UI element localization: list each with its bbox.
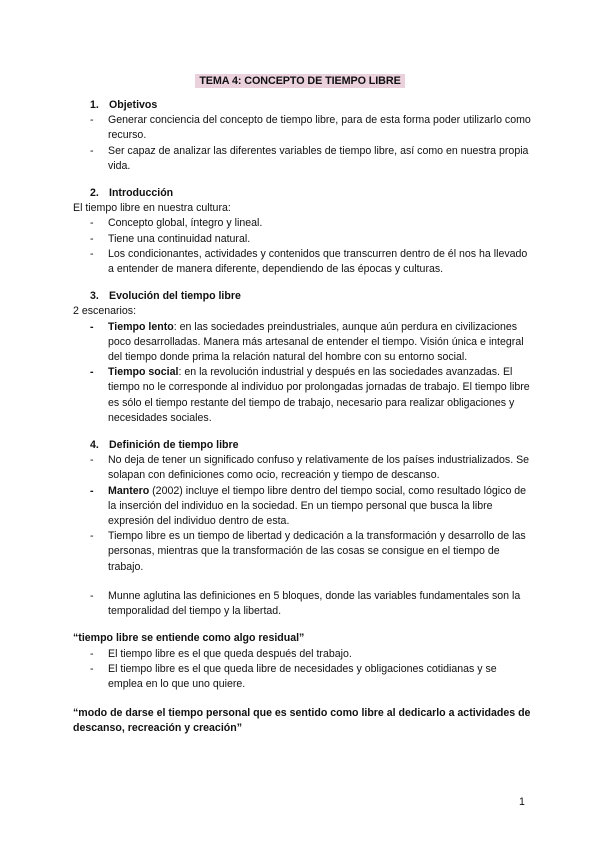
bullet-dash: -: [90, 217, 94, 230]
evolucion-list: [73, 320, 533, 426]
list-item-text: Ser capaz de analizar las diferentes variables de tiempo libre, así como en nuestra propia vida.: [108, 144, 529, 172]
section-intro: El tiempo libre en nuestra cultura:: [73, 202, 231, 215]
bullet-dash: -: [90, 647, 94, 660]
list-item: [73, 320, 533, 366]
list-item-text: : en la revolución industrial y después en las sociedades avanzadas. El tiempo no le corresponde al individuo por prolongadas jornadas de trabajo. El tiempo libre es sólo el tiempo restante del tiempo de trabajo, necesario para realizar obligaciones y necesidades sociales.: [108, 366, 530, 424]
list-item: [73, 216, 533, 231]
definicion-list-extra: [73, 589, 533, 619]
list-item: [73, 529, 533, 575]
list-item-text: : en las sociedades preindustriales, aunque aún perdura en civilizaciones poco desarrolladas. Manera más artesanal de entender el tiempo. Visión única e integral del tiempo donde prima la relación natural del hombre con su entorno social.: [108, 320, 524, 364]
quote-heading-residual: “tiempo libre se entiende como algo residual”: [73, 632, 305, 645]
list-item: [73, 232, 533, 247]
bullet-dash: -: [90, 589, 94, 602]
bullet-dash: -: [90, 114, 94, 127]
bullet-dash: -: [90, 530, 94, 543]
page-title: TEMA 4: CONCEPTO DE TIEMPO LIBRE: [195, 74, 404, 88]
section-title: Definición de tiempo libre: [109, 439, 239, 452]
list-item: [73, 365, 533, 426]
term-bold: Tiempo lento: [108, 320, 174, 333]
section-heading-definicion: [73, 438, 533, 453]
bullet-dash: -: [90, 144, 94, 157]
section-number: 3.: [90, 290, 99, 303]
section-number: 1.: [90, 99, 99, 111]
bullet-dash: -: [90, 320, 94, 333]
list-item: [73, 144, 533, 174]
section-title: Objetivos: [109, 99, 158, 111]
section-title: Introducción: [109, 187, 174, 200]
list-item-text: Concepto global, íntegro y lineal.: [108, 217, 263, 230]
list-item-text: Generar conciencia del concepto de tiempo libre, para de esta forma poder utilizarlo como recurso.: [108, 114, 531, 142]
list-item-text: Tiempo libre es un tiempo de libertad y dedicación a la transformación y desarrollo de las personas, mientras que la transformación de las cosas se consigue en el tiempo de trabajo.: [108, 530, 526, 573]
section-number: 2.: [90, 187, 99, 200]
section-intro: 2 escenarios:: [73, 305, 137, 318]
list-item: [73, 113, 533, 143]
bullet-dash: -: [90, 232, 94, 245]
list-item-text: Tiene una continuidad natural.: [108, 232, 251, 245]
term-bold: Tiempo social: [108, 366, 179, 379]
list-item-text: El tiempo libre es el que queda después del trabajo.: [108, 647, 352, 660]
bullet-dash: -: [90, 454, 94, 467]
section-number: 4.: [90, 439, 99, 452]
list-item: [73, 453, 533, 483]
list-item: [73, 589, 533, 619]
bullet-dash: -: [90, 366, 94, 379]
list-item-text: El tiempo libre es el que queda libre de necesidades y obligaciones cotidianas y se emplea en lo que uno quiere.: [108, 662, 497, 690]
quote-tiempo-personal: “modo de darse el tiempo personal que es sentido como libre al dedicarlo a actividades de descanso, recreación y creación”: [73, 707, 531, 735]
list-item: [73, 484, 533, 530]
bullet-dash: -: [90, 662, 94, 675]
bullet-dash: -: [90, 484, 94, 497]
title-container: [0, 71, 600, 89]
document-body: [73, 98, 533, 737]
list-item: [73, 662, 533, 692]
list-item: [73, 247, 533, 277]
objetivos-list: [73, 113, 533, 174]
bullet-dash: -: [90, 247, 94, 260]
list-item-text: (2002) incluye el tiempo libre dentro del tiempo social, como resultado lógico de la inserción del individuo en la sociedad. En un tiempo personal que busca la libre expresión del individuo dentro de esta.: [108, 484, 527, 528]
introduccion-list: [73, 216, 533, 277]
list-item-text: Los condicionantes, actividades y contenidos que transcurren dentro de él nos ha llevado a entender de manera diferente, dependiendo de las épocas y culturas.: [108, 247, 528, 276]
section-heading-objetivos: [73, 98, 533, 113]
section-title: Evolución del tiempo libre: [109, 290, 241, 303]
section-heading-introduccion: [73, 186, 533, 201]
list-item: [73, 647, 533, 662]
list-item-text: No deja de tener un significado confuso y relativamente de los países industrializados. Se solapan con definiciones como ocio, recreación y tiempo de descanso.: [108, 454, 530, 482]
definicion-list: [73, 453, 533, 575]
list-item-text: Munne aglutina las definiciones en 5 bloques, donde las variables fundamentales son la temporalidad del tiempo y la libertad.: [108, 589, 521, 618]
residual-list: [73, 647, 533, 693]
term-bold: Mantero: [108, 484, 150, 497]
page-number: 1: [519, 796, 525, 808]
section-heading-evolucion: [73, 289, 533, 304]
